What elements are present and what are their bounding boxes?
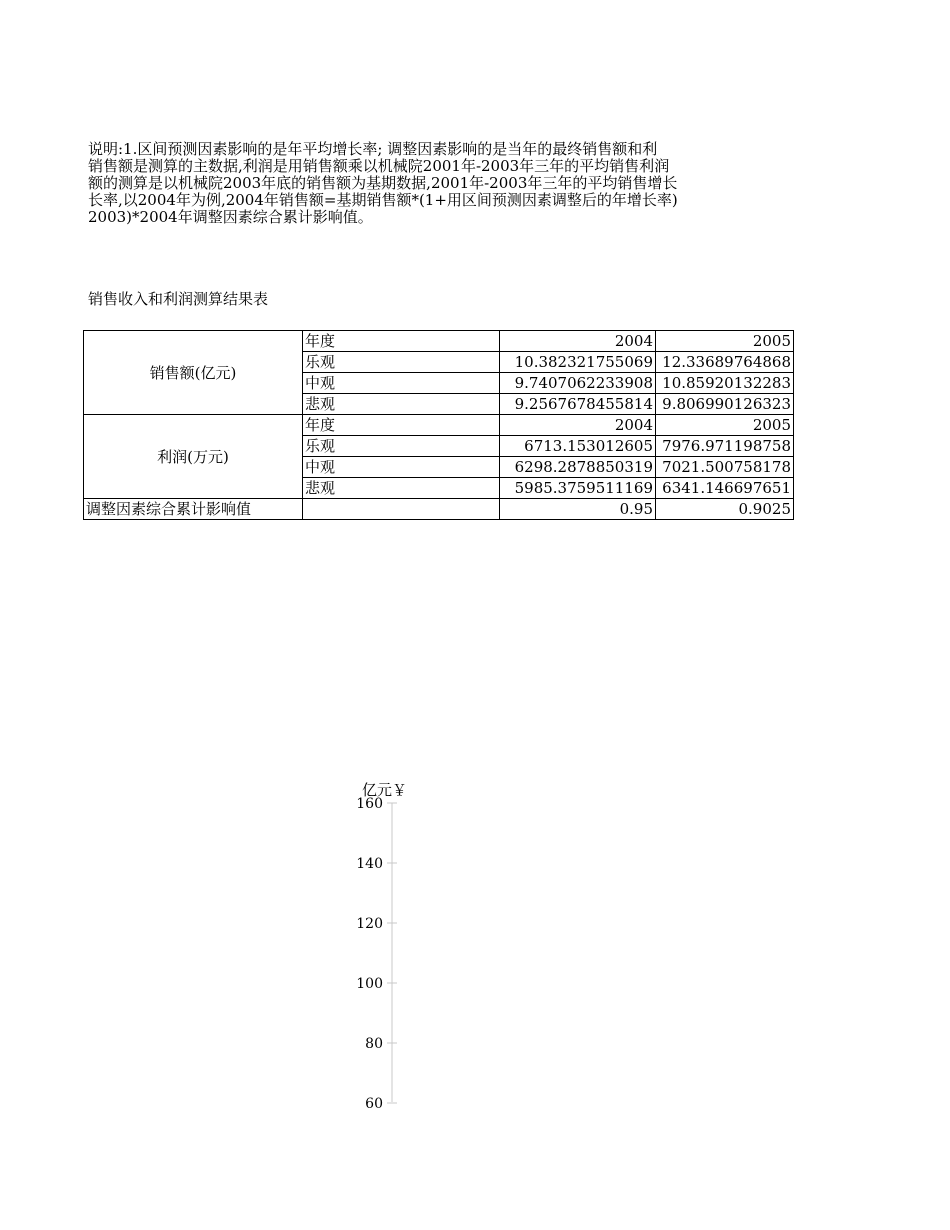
cell-2004: 9.7407062233908 xyxy=(500,373,656,394)
cell-2005: 0.9025 xyxy=(656,499,794,520)
cell-2004: 9.2567678455814 xyxy=(500,394,656,415)
y-tick-label: 100 xyxy=(356,976,383,992)
results-table xyxy=(83,330,794,520)
explanation-note xyxy=(88,141,794,226)
row-label: 悲观 xyxy=(303,394,500,415)
cell-2004: 5985.3759511169 xyxy=(500,478,656,499)
cell-2004: 2004 xyxy=(500,331,656,352)
row-label: 年度 xyxy=(303,415,500,436)
cell-2004: 10.382321755069 xyxy=(500,352,656,373)
cell-2005: 6341.146697651 xyxy=(656,478,794,499)
cell-2004: 0.95 xyxy=(500,499,656,520)
cell-2005: 9.806990126323 xyxy=(656,394,794,415)
cell-2005: 7021.500758178 xyxy=(656,457,794,478)
note-line: 长率,以2004年为例,2004年销售额=基期销售额*(1+用区间预测因素调整后的年增长率) xyxy=(88,191,678,209)
y-tick-label: 160 xyxy=(356,796,383,812)
row-label: 中观 xyxy=(303,457,500,478)
profit-group-label: 利润(万元) xyxy=(84,415,303,499)
cell-2005: 7976.971198758 xyxy=(656,436,794,457)
cell-2004: 2004 xyxy=(500,415,656,436)
y-tick-label: 60 xyxy=(365,1096,383,1112)
cell-2005: 2005 xyxy=(656,331,794,352)
chart-axis xyxy=(340,775,440,1112)
note-line: 额的测算是以机械院2003年底的销售额为基期数据,2001年-2003年三年的平均销售增长 xyxy=(88,174,678,192)
table-row xyxy=(84,331,794,352)
y-tick-label: 140 xyxy=(356,856,383,872)
adjust-label: 调整因素综合累计影响值 xyxy=(84,499,303,520)
cell-2005: 2005 xyxy=(656,415,794,436)
table-title: 销售收入和利润测算结果表 xyxy=(88,290,269,308)
cell-2005: 12.33689764868 xyxy=(656,352,794,373)
note-line: 销售额是测算的主数据,利润是用销售额乘以机械院2001年-2003年三年的平均销售利润 xyxy=(88,157,670,175)
y-axis-unit-label: 亿元￥ xyxy=(362,781,408,799)
row-label: 年度 xyxy=(303,331,500,352)
note-line: 说明:1.区间预测因素影响的是年平均增长率; 调整因素影响的是当年的最终销售额和利 xyxy=(88,140,658,158)
row-label: 乐观 xyxy=(303,436,500,457)
table-row xyxy=(84,415,794,436)
table-row xyxy=(84,499,794,520)
cell-2004: 6298.2878850319 xyxy=(500,457,656,478)
y-axis-ticks xyxy=(356,796,397,1112)
empty-cell xyxy=(303,499,500,520)
y-tick-label: 80 xyxy=(365,1036,383,1052)
y-tick-label: 120 xyxy=(356,916,383,932)
row-label: 中观 xyxy=(303,373,500,394)
sales-group-label: 销售额(亿元) xyxy=(84,331,303,415)
cell-2004: 6713.153012605 xyxy=(500,436,656,457)
note-line: 2003)*2004年调整因素综合累计影响值。 xyxy=(88,208,373,226)
row-label: 悲观 xyxy=(303,478,500,499)
cell-2005: 10.85920132283 xyxy=(656,373,794,394)
row-label: 乐观 xyxy=(303,352,500,373)
